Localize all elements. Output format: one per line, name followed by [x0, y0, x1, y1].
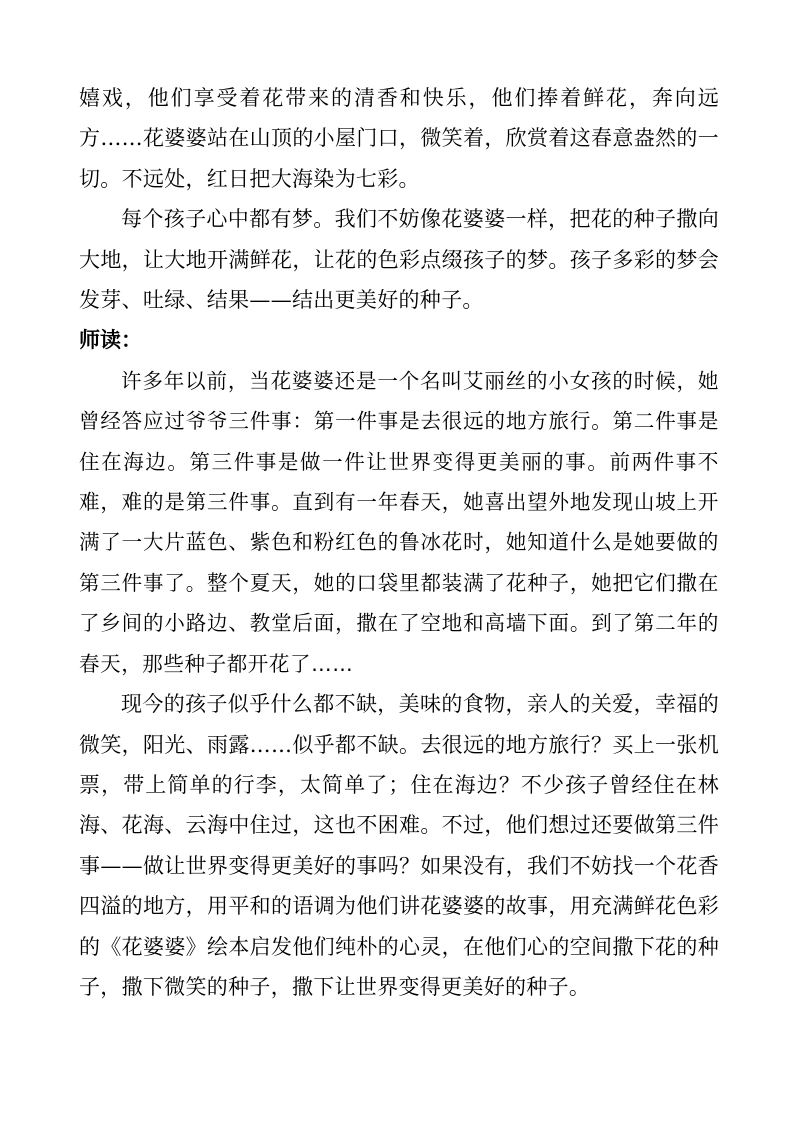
paragraph-teacher-reading: 许多年以前，当花婆婆还是一个名叫艾丽丝的小女孩的时候，她曾经答应过爷爷三件事：第一件事是去很远的地方旅行。第二件事是住在海边。第三件事是做一件让世界变得更美丽的事。前两件事不难，难的是第三件事。直到有一年春天，她喜出望外地发现山坡上开满了一大片蓝色、紫色和粉红色的鲁冰花时，她知道什么是她要做的第三件事了。整个夏天，她的口袋里都装满了花种子，她把它们撒在了乡间的小路边、教堂后面，撒在了空地和高墙下面。到了第二年的春天，那些种子都开花了……: [79, 368, 719, 676]
document-page: [79, 78, 719, 1007]
paragraph-modern-children: 现今的孩子似乎什么都不缺，美味的食物，亲人的关爱，幸福的微笑，阳光、雨露……似乎都不缺。去很远的地方旅行？买上一张机票，带上简单的行李，太简单了；住在海边？不少孩子曾经住在林海、花海、云海中住过，这也不困难。不过，他们想过还要做第三件事——做让世界变得更美好的事吗？如果没有，我们不妨找一个花香四溢的地方，用平和的语调为他们讲花婆婆的故事，用充满鲜花色彩的《花婆婆》绘本启发他们纯朴的心灵，在他们心的空间撒下花的种子，撒下微笑的种子，撒下让世界变得更美好的种子。: [79, 692, 719, 999]
paragraph-story-ending: 嬉戏，他们享受着花带来的清香和快乐，他们捧着鲜花，奔向远方……花婆婆站在山顶的小屋门口，微笑着，欣赏着这春意盎然的一切。不远处，红日把大海染为七彩。: [79, 86, 719, 191]
teacher-reading-label: 师读：: [79, 327, 142, 353]
paragraph-dream: 每个孩子心中都有梦。我们不妨像花婆婆一样，把花的种子撒向大地，让大地开满鲜花，让花的色彩点缀孩子的梦。孩子多彩的梦会发芽、吐绿、结果——结出更美好的种子。: [79, 207, 719, 313]
